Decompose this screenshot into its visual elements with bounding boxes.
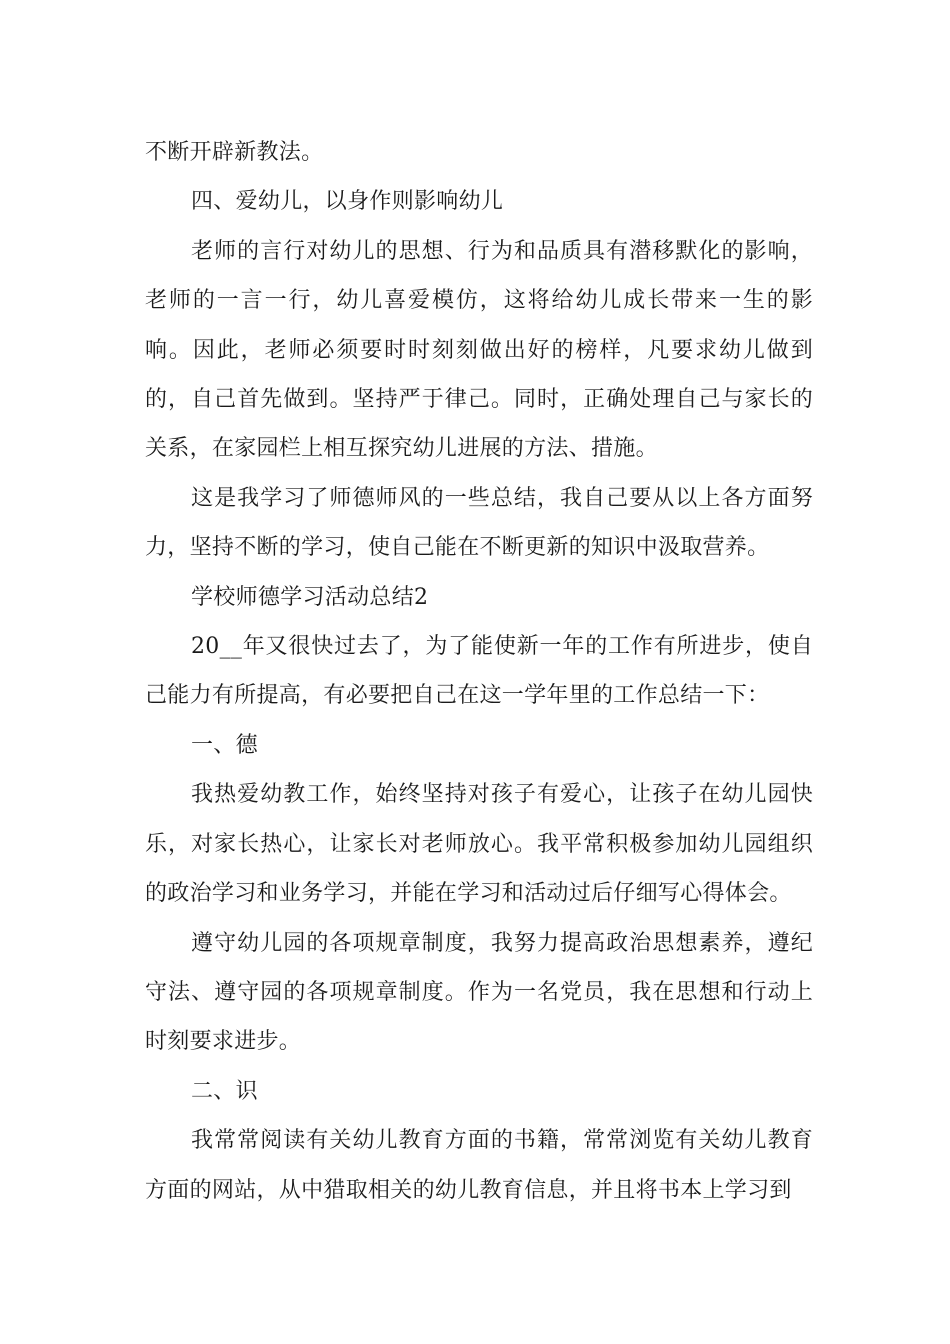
- section-heading-de: 一、德: [191, 732, 258, 758]
- paragraph-8: 我热爱幼教工作，始终坚持对孩子有爱心，让孩子在幼儿园快乐，对家长热心，让家长对老师放心。我平常积极参加幼儿园组织的政治学习和业务学习，并能在学习和活动过后仔细写心得体会。: [145, 782, 813, 907]
- paragraph-3: 老师的言行对幼儿的思想、行为和品质具有潜移默化的影响，老师的一言一行，幼儿喜爱模仿，这将给幼儿成长带来一生的影响。因此，老师必须要时时刻刻做出好的榜样，凡要求幼儿做到的，自己首先做到。坚持严于律己。同时，正确处理自己与家长的关系，在家园栏上相互探究幼儿进展的方法、措施。: [145, 238, 813, 462]
- section-heading-4: 四、爱幼儿，以身作则影响幼儿: [191, 189, 504, 215]
- section-heading-shi: 二、识: [191, 1078, 258, 1104]
- paragraph-6: 20__年又很快过去了，为了能使新一年的工作有所进步，使自己能力有所提高，有必要把自己在这一学年里的工作总结一下：: [145, 634, 813, 709]
- paragraph-4: 这是我学习了师德师风的一些总结，我自己要从以上各方面努力，坚持不断的学习，使自己能在不断更新的知识中汲取营养。: [145, 485, 813, 561]
- paragraph-1: 不断开辟新教法。: [145, 140, 324, 165]
- document-body: [145, 128, 813, 1215]
- paragraph-11: 我常常阅读有关幼儿教育方面的书籍，常常浏览有关幼儿教育方面的网站，从中猎取相关的幼儿教育信息，并且将书本上学习到: [145, 1128, 813, 1203]
- paragraph-9: 遵守幼儿园的各项规章制度，我努力提高政治思想素养，遵纪守法、遵守园的各项规章制度。作为一名党员，我在思想和行动上时刻要求进步。: [145, 930, 813, 1055]
- article-title-2: 学校师德学习活动总结2: [191, 584, 429, 610]
